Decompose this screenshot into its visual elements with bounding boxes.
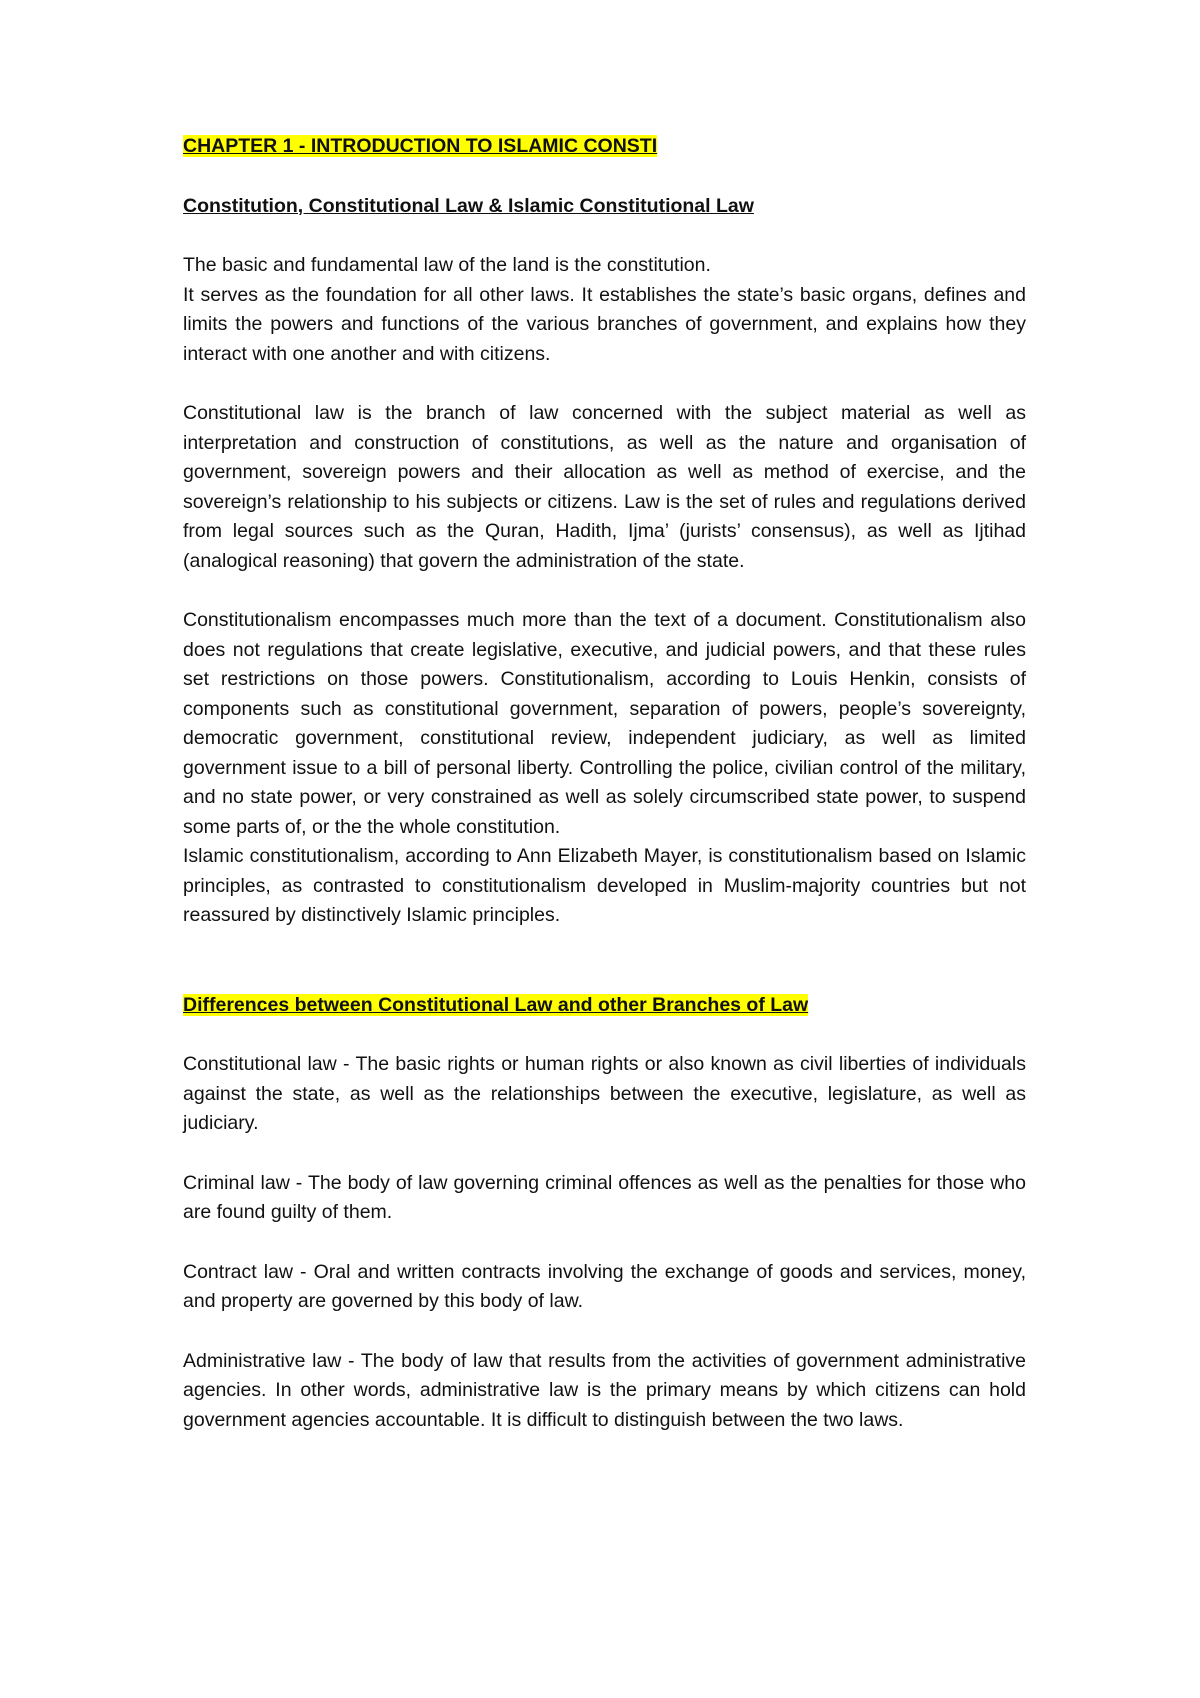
section-heading-differences-text: Differences between Constitutional Law and other Branches of Law: [183, 993, 809, 1016]
chapter-heading-text: CHAPTER 1 - INTRODUCTION TO ISLAMIC CONSTI: [183, 135, 658, 157]
paragraph-constitutional-law-branch: Constitutional law - The basic rights or human rights or also known as civil liberties of individuals against the state, as well as the relationships between the executive, legislature, as well as judiciary.: [183, 1053, 1026, 1134]
paragraph-criminal-law: Criminal law - The body of law governing criminal offences as well as the penalties for those who are found guilty of them.: [183, 1171, 1026, 1223]
paragraph-contract-law: Contract law - Oral and written contracts involving the exchange of goods and services, money, and property are governed by this body of law.: [183, 1260, 1026, 1312]
paragraph-constitutional-law: Constitutional law is the branch of law concerned with the subject material as well as interpretation and construction of constitutions, as well as the nature and organisation of government, sovereign powers and their allocation as well as method of exercise, and the sovereign’s relationship to his subjects or citizens. Law is the set of rules and regulations derived from legal sources such as the Quran, Hadith, Ijma’ (jurists’ consensus), as well as Ijtihad (analogical reasoning) that govern the administration of the state.: [183, 402, 1026, 572]
section-heading-differences: [183, 991, 1026, 1021]
paragraph-constitutionalism: Constitutionalism encompasses much more than the text of a document. Constitutionalism also does not regulations that create legislative, executive, and judicial powers, and that these rules set restrictions on those powers. Constitutionalism, according to Louis Henkin, consists of components such as constitutional government, separation of powers, people’s sovereignty, democratic government, constitutional review, independent judiciary, as well as limited government issue to a bill of personal liberty. Controlling the police, civilian control of the military, and no state power, or very constrained as well as solely circumscribed state power, to suspend some parts of, or the the whole constitution.: [183, 609, 1026, 838]
chapter-heading: [183, 132, 1026, 162]
paragraph-definition-line: The basic and fundamental law of the land is the constitution.: [183, 254, 711, 276]
paragraph-administrative-law: Administrative law - The body of law that results from the activities of government administrative agencies. In other words, administrative law is the primary means by which citizens can hold government agencies accountable. It is difficult to distinguish between the two laws.: [183, 1349, 1026, 1431]
section-heading-constitution: Constitution, Constitutional Law & Islamic Constitutional Law: [183, 194, 754, 217]
paragraph-islamic-constitutionalism: Islamic constitutionalism, according to Ann Elizabeth Mayer, is constitutionalism based on Islamic principles, as contrasted to constitutionalism developed in Muslim-majority countries but not reassured by distinctively Islamic principles.: [183, 845, 1026, 926]
document-page: [183, 132, 1026, 1435]
paragraph-definition: It serves as the foundation for all other laws. It establishes the state’s basic organs, defines and limits the powers and functions of the various branches of government, and explains how they interact with one another and with citizens.: [183, 283, 1026, 365]
